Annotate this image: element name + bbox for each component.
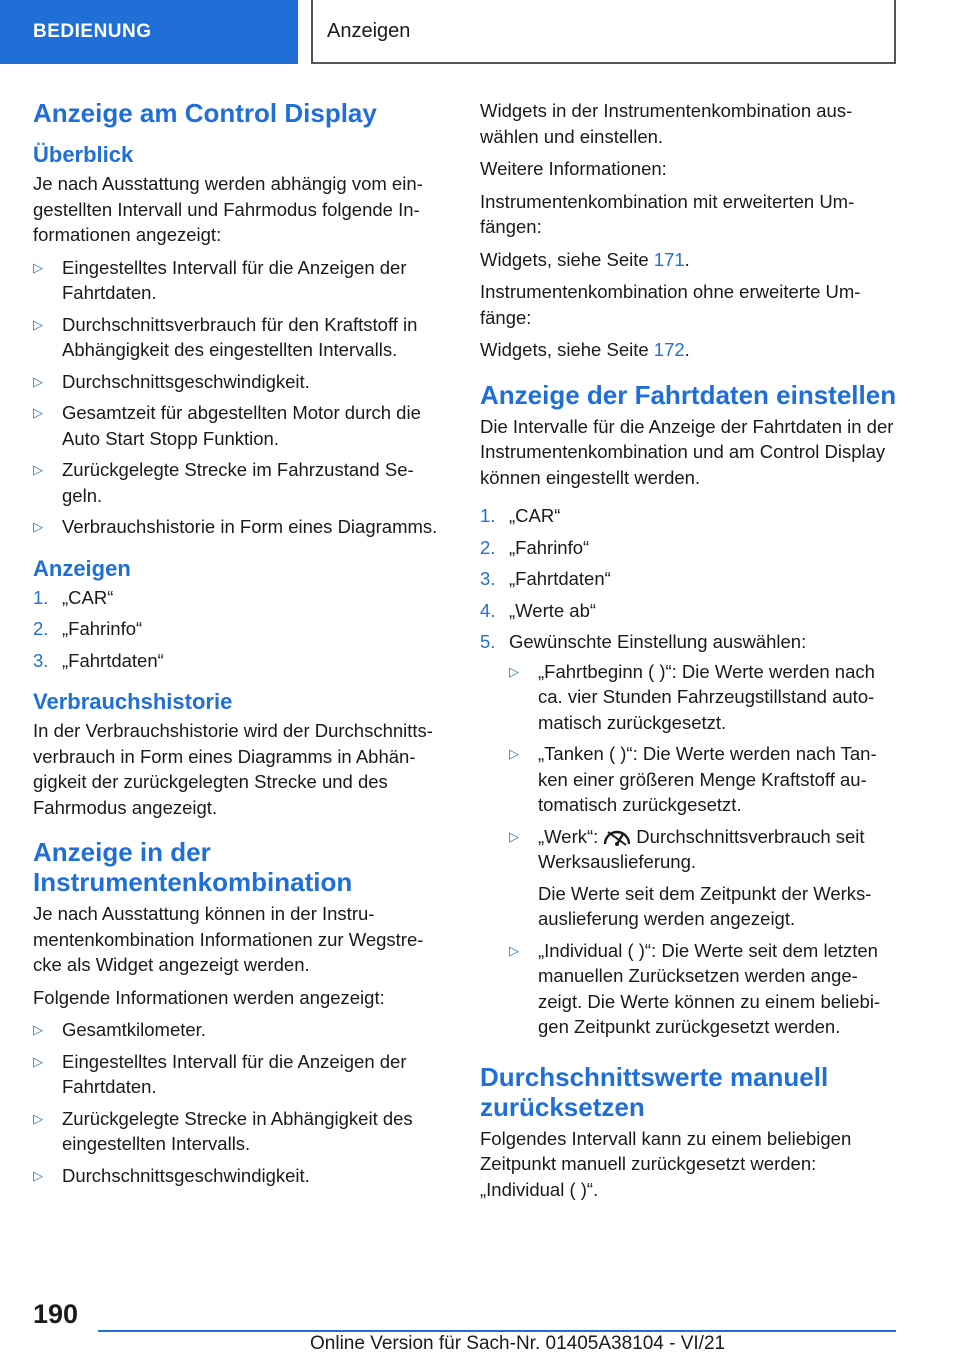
right-column [480, 98, 900, 1209]
triangle-right-icon: ▷ [33, 316, 43, 332]
list-item: ▷ Gesamtzeit für abgestellten Motor durch die Auto Start Stopp Funktion. [33, 402, 421, 449]
heading-fahrtdaten-einstellen: Anzeige der Fahrtdaten einstellen [480, 379, 897, 410]
list-ueberblick [33, 255, 451, 540]
triangle-right-icon: ▷ [33, 259, 43, 275]
page-number: 190 [33, 1299, 79, 1329]
paragraph-reset: Folgendes Intervall kann zu einem beliebigen Zeitpunkt manuell zurückgesetzt werden: „Individual ( )“. [480, 1127, 852, 1200]
heading-anzeigen: Anzeigen [33, 555, 131, 581]
list-item: 4. „Werte ab“ [480, 599, 597, 621]
heading-control-display: Anzeige am Control Display [33, 98, 377, 128]
list-item: 3. „Fahrtdaten“ [33, 649, 164, 671]
paragraph-mit-erweiterten: Instrumentenkombination mit erweiterten Um-fängen: [480, 190, 855, 237]
triangle-right-icon: ▷ [33, 1053, 43, 1069]
chapter-label: BEDIENUNG [33, 21, 152, 42]
triangle-right-icon: ▷ [33, 519, 43, 534]
list-item: 1. „CAR“ [33, 586, 114, 608]
triangle-right-icon: ▷ [509, 942, 519, 958]
section-header [311, 0, 896, 64]
gauge-icon [602, 825, 632, 847]
paragraph-weitere: Weitere Informationen: [480, 158, 667, 179]
paragraph-instrumentenkombination: Je nach Ausstattung können in der Instru-mentenkombination Informationen zur Wegstre-cke als Widget angezeigt werden. [33, 903, 424, 975]
sub-list-options [509, 659, 900, 1040]
heading-instrumentenkombination: Anzeige in der Instrumentenkombination [33, 837, 353, 897]
list-item: ▷ Durchschnittsverbrauch für den Kraftstoff in Abhängigkeit des eingestellten Intervalls. [33, 313, 418, 360]
footer-divider [98, 1330, 896, 1332]
triangle-right-icon: ▷ [33, 1022, 43, 1037]
paragraph-werk: Die Werte seit dem Zeitpunkt der Werks-auslieferung werden angezeigt. [538, 882, 872, 929]
list-item: ▷ Zurückgelegte Strecke im Fahrzustand Se-geln. [33, 459, 414, 506]
list-item: ▷ „Werk“: Durchschnittsverbrauch seit Werksauslieferung. Die Werte seit dem Zeitpunkt der Werks-auslieferung werden angezeigt. [509, 824, 900, 932]
paragraph-widgets-172: Widgets, siehe Seite 172. [480, 339, 690, 360]
list-item: ▷ Durchschnittsgeschwindigkeit. [33, 369, 451, 395]
list-item: ▷ Gesamtkilometer. [33, 1017, 451, 1043]
list-item: ▷ Zurückgelegte Strecke in Abhängigkeit des eingestellten Intervalls. [33, 1107, 413, 1154]
triangle-right-icon: ▷ [33, 405, 43, 420]
page-link-171[interactable]: 171 [653, 248, 685, 270]
paragraph-folgende: Folgende Informationen werden angezeigt: [33, 986, 385, 1008]
list-instrument [33, 1017, 451, 1188]
list-item: ▷ Eingestelltes Intervall für die Anzeigen der Fahrtdaten. [33, 256, 407, 303]
list-item: ▷ Verbrauchshistorie in Form eines Diagramms. [33, 514, 451, 540]
list-item: ▷ Durchschnittsgeschwindigkeit. [33, 1163, 451, 1189]
list-steps [480, 503, 900, 1040]
list-item: ▷ Eingestelltes Intervall für die Anzeigen der Fahrtdaten. [33, 1050, 407, 1097]
list-item: 5. Gewünschte Einstellung auswählen: ▷ „Fahrtbeginn ( )“: Die Werte werden nach ca. vier Stunden Fahrzeugstillstand auto-matisch zurückgesetzt. ▷ „Tanken ( )“: Die Werte werden nach Tan-ken einer größeren Menge Kraftstoff au-tomatisch zurückgesetzt. ▷ „Werk“: Durchschnittsverbrauch seit Werksauslieferung. Die Werte seit dem Zeitpunkt der Werks-auslieferung werden angezeigt. ▷ „Individual ( )“: Die Werte seit dem letzten manuellen Zurücksetzen werden ange-zeigt. Die Werte können zu einem beliebi-gen Zeitpunkt zurückgesetzt werden. [480, 629, 900, 1040]
triangle-right-icon: ▷ [509, 663, 519, 679]
triangle-right-icon: ▷ [33, 373, 43, 389]
list-item: ▷ „Individual ( )“: Die Werte seit dem letzten manuellen Zurücksetzen werden ange-zeigt. Die Werte können zu einem beliebi-gen Zeitpunkt zurückgesetzt werden. [509, 939, 881, 1037]
list-item: 2. „Fahrinfo“ [33, 618, 143, 639]
footer-text: Online Version für Sach-Nr. 01405A38104 - VI/21 [310, 1333, 726, 1354]
list-item: ▷ „Tanken ( )“: Die Werte werden nach Tan-ken einer größeren Menge Kraftstoff au-tomatisch zurückgesetzt. [509, 743, 877, 815]
heading-reset: Durchschnittswerte manuell zurücksetzen [480, 1061, 829, 1122]
triangle-right-icon: ▷ [509, 828, 519, 844]
paragraph-ohne-erweiterte: Instrumentenkombination ohne erweiterte Um-fänge: [480, 281, 861, 328]
list-anzeigen [33, 585, 451, 674]
paragraph-ueberblick: Je nach Ausstattung werden abhängig vom ein-gestellten Intervall und Fahrmodus folgende In-formationen angezeigt: [33, 173, 423, 245]
paragraph-einstellen: Die Intervalle für die Anzeige der Fahrtdaten in der Instrumentenkombination und am Control Display können eingestellt werden. [480, 415, 894, 488]
list-item: 1. „CAR“ [480, 505, 561, 526]
list-item: 2. „Fahrinfo“ [480, 536, 590, 558]
triangle-right-icon: ▷ [509, 746, 519, 761]
heading-verbrauchshistorie: Verbrauchshistorie [33, 689, 233, 714]
paragraph-widgets: Widgets in der Instrumentenkombination aus-wählen und einstellen. [480, 100, 853, 147]
left-column [33, 98, 451, 1194]
triangle-right-icon: ▷ [33, 1167, 43, 1183]
page-link-172[interactable]: 172 [653, 339, 685, 360]
list-item: 3. „Fahrtdaten“ [480, 568, 611, 589]
triangle-right-icon: ▷ [33, 1110, 43, 1126]
section-label: Anzeigen [327, 19, 411, 42]
list-item: ▷ „Fahrtbeginn ( )“: Die Werte werden nach ca. vier Stunden Fahrzeugstillstand auto-matisch zurückgesetzt. [509, 660, 875, 733]
chapter-tab [0, 0, 298, 64]
paragraph-widgets-171: Widgets, siehe Seite 171. [480, 248, 690, 270]
triangle-right-icon: ▷ [33, 462, 43, 477]
paragraph-verbrauchshistorie: In der Verbrauchshistorie wird der Durchschnitts-verbrauch in Form eines Diagramms in Abhän-gigkeit der zurückgelegten Strecke und des Fahrmodus angezeigt. [33, 720, 433, 818]
heading-ueberblick: Überblick [33, 142, 134, 167]
